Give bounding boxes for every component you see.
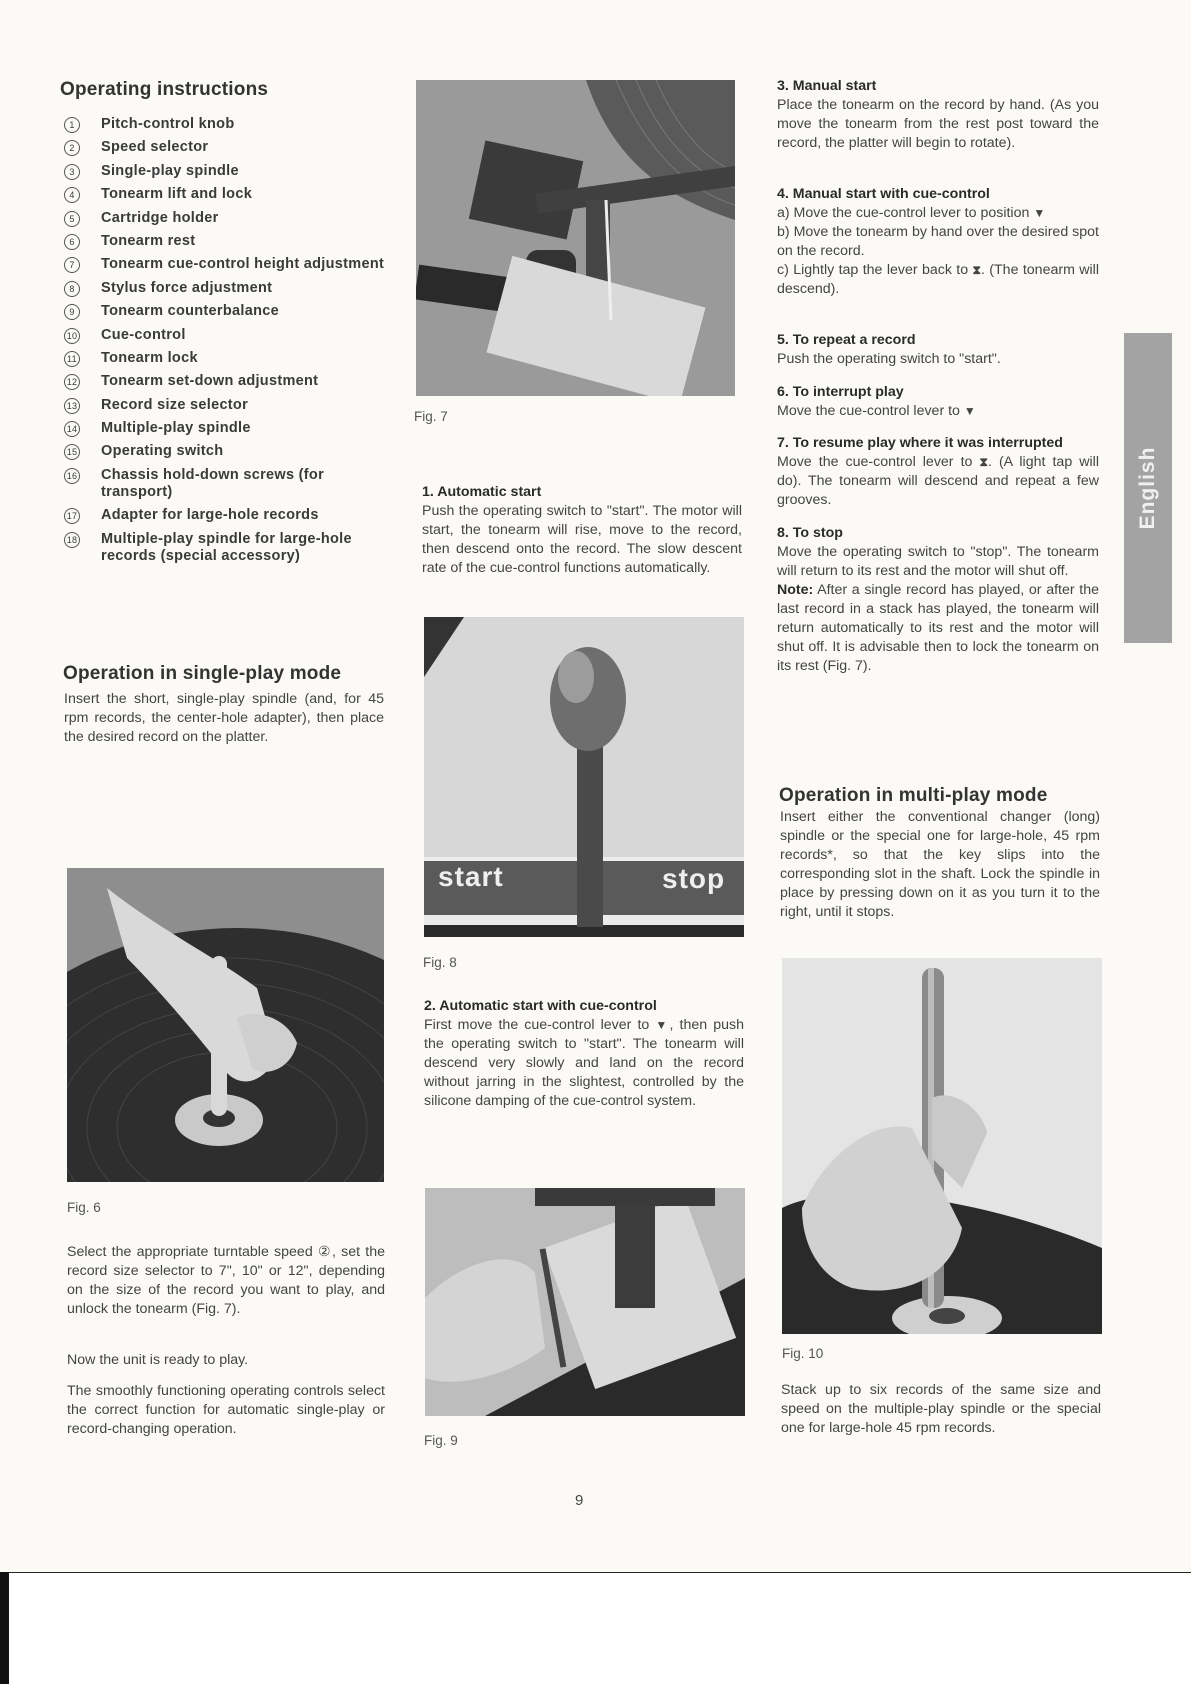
fig9-caption: Fig. 9 <box>424 1433 458 1448</box>
controls-paragraph: The smoothly functioning operating controls select the correct function for automatic single-play or record-changing operation. <box>67 1383 385 1437</box>
fig7-photo <box>416 80 735 396</box>
page-number: 9 <box>575 1492 584 1509</box>
parts-list <box>64 116 394 571</box>
single-play-paragraph: Insert the short, single-play spindle (and, for 45 rpm records, the center-hole adapter), then place the desired record on the platter. <box>64 691 384 745</box>
repeat-text: Push the operating switch to "start". <box>777 351 1001 367</box>
automatic-start-text: Push the operating switch to "start". The motor will start, the tonearm will rise, move to the record, then descend onto the record. The slow descent rate of the cue-control functions automatically. <box>422 503 742 576</box>
part-label: Pitch-control knob <box>101 116 235 132</box>
manual-start-paragraph <box>777 77 1099 153</box>
part-number-badge: 15 <box>64 444 80 460</box>
lever-up-icon: ⧗ <box>979 455 988 469</box>
stop-paragraph <box>777 524 1099 676</box>
manual-cue-step-a: a) Move the cue-control lever to position <box>777 205 1030 221</box>
part-label: Tonearm lift and lock <box>101 186 253 203</box>
parts-list-item <box>64 233 394 250</box>
part-label: Multiple-play spindle <box>101 420 251 437</box>
parts-list-item <box>64 350 394 367</box>
part-label: Multiple-play spindle for large-hole records (special accessory) <box>101 530 352 564</box>
manual-start-title: 3. Manual start <box>777 78 877 94</box>
fig8-photo <box>424 617 744 937</box>
section-title-operating-instructions: Operating instructions <box>60 79 269 100</box>
cue-start-text-a: First move the cue-control lever to <box>424 1017 650 1033</box>
part-label: Chassis hold-down screws (for transport) <box>101 466 325 500</box>
resume-text-a: Move the cue-control lever to <box>777 454 973 470</box>
automatic-start-title: 1. Automatic start <box>422 484 542 500</box>
fig10-caption: Fig. 10 <box>782 1346 824 1361</box>
part-number-badge: 13 <box>64 398 80 414</box>
fig7-caption: Fig. 7 <box>414 409 448 424</box>
interrupt-text: Move the cue-control lever to <box>777 403 960 419</box>
parts-list-item <box>64 467 394 501</box>
parts-list-item <box>64 256 394 273</box>
fig6-photo <box>67 868 384 1182</box>
part-number-badge: 17 <box>64 508 80 524</box>
parts-list-item <box>64 420 394 437</box>
parts-list-item <box>64 303 394 320</box>
lever-down-icon: ▼ <box>655 1018 670 1032</box>
parts-list-item <box>64 210 394 227</box>
stack-paragraph: Stack up to six records of the same size and speed on the multiple-play spindle or the special one for large-hole 45 rpm records. <box>781 1382 1101 1436</box>
section-title-multi-play: Operation in multi-play mode <box>779 785 1048 806</box>
part-number-badge: 11 <box>64 351 80 367</box>
interrupt-title: 6. To interrupt play <box>777 384 904 400</box>
ready-paragraph: Now the unit is ready to play. <box>67 1352 249 1368</box>
parts-list-item <box>64 443 394 460</box>
parts-list-item <box>64 163 394 180</box>
select-speed-paragraph: Select the appropriate turntable speed ②, set the record size selector to 7", 10" or 12", depending on the size of the record you want to play, and unlock the tonearm (Fig. 7). <box>67 1244 385 1317</box>
part-number-badge: 10 <box>64 328 80 344</box>
part-label: Speed selector <box>101 139 209 156</box>
parts-list-item <box>64 116 394 133</box>
part-number-badge: 9 <box>64 304 80 320</box>
scan-bottom-margin <box>0 1572 1191 1685</box>
part-label: Cartridge holder <box>101 209 219 226</box>
cue-start-text-b: , then push the operating switch to "start". The tonearm will descend very slowly and land on the record without jarring in the slightest, controlled by the silicone damping of the cue-control system. <box>424 1017 744 1109</box>
part-number-badge: 18 <box>64 532 80 548</box>
cue-start-title: 2. Automatic start with cue-control <box>424 998 657 1014</box>
manual-cue-step-c1: c) Lightly tap the lever back to <box>777 262 969 278</box>
parts-list-item <box>64 531 394 565</box>
part-label: Record size selector <box>101 396 249 413</box>
part-number-badge: 7 <box>64 257 80 273</box>
parts-list-item <box>64 373 394 390</box>
stop-title: 8. To stop <box>777 525 843 541</box>
part-number-badge: 12 <box>64 374 80 390</box>
part-label: Tonearm lock <box>101 349 198 366</box>
part-number-badge: 1 <box>64 117 80 133</box>
lever-down-icon: ▼ <box>1033 206 1046 220</box>
fig10-photo <box>782 958 1102 1334</box>
part-label: Tonearm counterbalance <box>101 303 279 320</box>
part-label: Tonearm rest <box>101 232 196 249</box>
manual-start-text: Place the tonearm on the record by hand. (As you move the tonearm from the rest post toward the record, the platter will begin to rotate). <box>777 97 1099 151</box>
part-number-badge: 3 <box>64 164 80 180</box>
part-label: Single-play spindle <box>101 162 239 179</box>
manual-cue-title: 4. Manual start with cue-control <box>777 186 990 202</box>
automatic-start-paragraph <box>422 483 742 578</box>
parts-list-item <box>64 139 394 156</box>
resume-title: 7. To resume play where it was interrupted <box>777 435 1063 451</box>
switch-stop-label: stop <box>662 863 726 894</box>
switch-start-label: start <box>438 861 504 892</box>
part-label: Tonearm set-down adjustment <box>101 373 319 390</box>
part-number-badge: 4 <box>64 187 80 203</box>
parts-list-item <box>64 397 394 414</box>
lever-up-icon: ⧗ <box>972 263 981 277</box>
language-tab-label: English <box>1136 446 1159 530</box>
section-title-single-play: Operation in single-play mode <box>63 663 342 684</box>
scan-left-edge <box>0 1572 9 1684</box>
part-label: Stylus force adjustment <box>101 279 273 296</box>
repeat-title: 5. To repeat a record <box>777 332 916 348</box>
parts-list-item <box>64 327 394 344</box>
part-label: Operating switch <box>101 443 224 460</box>
manual-cue-paragraph <box>777 185 1099 299</box>
part-number-badge: 16 <box>64 468 80 484</box>
note-text: After a single record has played, or after the last record in a stack has played, the tonearm will return automatically to its rest and the motor will shut off. It is advisable then to lock the tonearm on its rest (Fig. 7). <box>777 582 1099 674</box>
part-number-badge: 2 <box>64 140 80 156</box>
note-label: Note: <box>777 582 814 598</box>
part-number-badge: 14 <box>64 421 80 437</box>
parts-list-item <box>64 186 394 203</box>
manual-cue-step-b: b) Move the tonearm by hand over the desired spot on the record. <box>777 224 1099 259</box>
multi-play-paragraph: Insert either the conventional changer (long) spindle or the special one for large-hole, 45 rpm records*, so that the key slips into the corresponding slot in the shaft. Lock the spindle in place by pressing down on it as you turn it to the right, until it stops. <box>780 809 1100 920</box>
part-label: Adapter for large-hole records <box>101 507 319 524</box>
language-tab <box>1124 333 1172 643</box>
fig9-photo <box>425 1188 745 1416</box>
part-label: Cue-control <box>101 326 186 343</box>
manual-cue-step-c2: . (The tonearm will descend). <box>777 262 1099 297</box>
fig6-caption: Fig. 6 <box>67 1200 101 1215</box>
part-label: Tonearm cue-control height adjustment <box>101 256 385 273</box>
part-number-badge: 6 <box>64 234 80 250</box>
parts-list-item <box>64 507 394 524</box>
part-number-badge: 5 <box>64 211 80 227</box>
stop-text: Move the operating switch to "stop". The tonearm will return to its rest and the motor will shut off. <box>777 544 1099 579</box>
interrupt-paragraph <box>777 383 1099 421</box>
lever-down-icon: ▼ <box>963 404 976 418</box>
repeat-paragraph <box>777 331 1099 369</box>
cue-start-paragraph <box>424 997 744 1111</box>
parts-list-item <box>64 280 394 297</box>
resume-text-b: . (A light tap will do). The tonearm will descend and repeat a few grooves. <box>777 454 1099 508</box>
part-number-badge: 8 <box>64 281 80 297</box>
fig8-caption: Fig. 8 <box>423 955 457 970</box>
resume-paragraph <box>777 434 1099 510</box>
